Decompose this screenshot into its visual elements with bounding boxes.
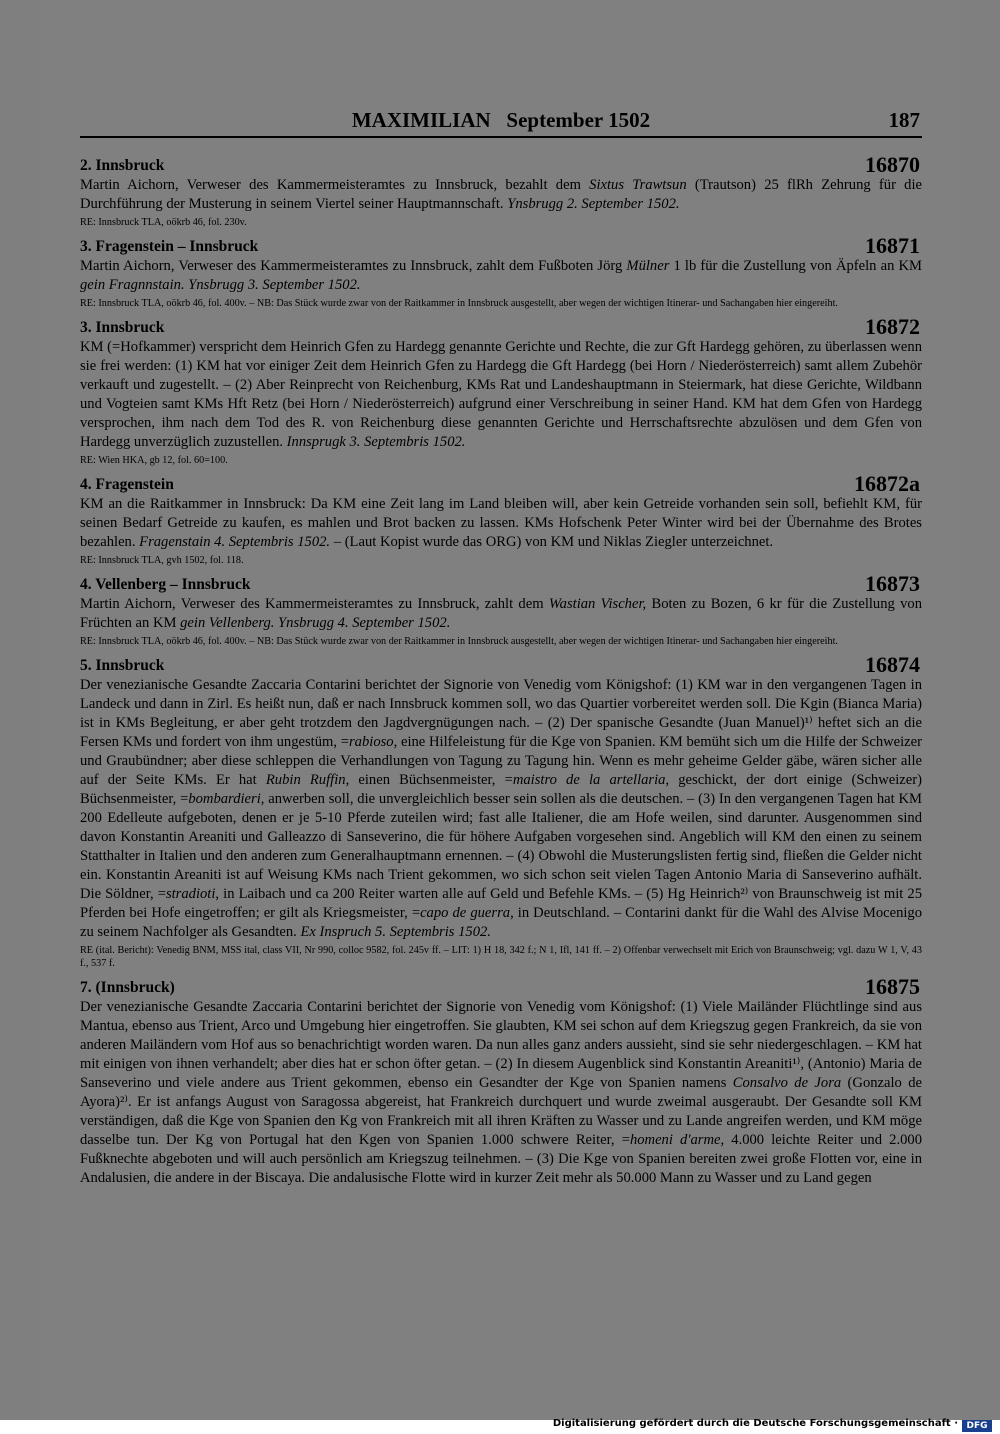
entry-text (80, 998, 922, 1188)
entry-heading (80, 573, 922, 595)
text-segment: einen Büchsenmeister, = (349, 772, 513, 788)
italic-quote: Rubin Ruffin, (265, 772, 350, 788)
italic-quote: Mülner (626, 258, 670, 274)
entry-source-note: RE: Innsbruck TLA, oökrb 46, fol. 400v. – NB: Das Stück wurde zwar von der Raitkammer in Innsbruck ausgestellt, aber wegen der wichtigen Itinerar- und Sachangaben hier eingereiht. (80, 298, 838, 309)
entry-date-place: 3. Innsbruck (80, 319, 165, 336)
entry-date-place: 4. Vellenberg – Innsbruck (80, 576, 251, 593)
text-segment: Boten zu Bozen, 6 kr für die Zustellung von Früchten an KM (80, 596, 923, 631)
entry-number: 16872a (854, 471, 920, 496)
dfg-logo: DFG (962, 1420, 992, 1432)
register-entry (80, 154, 922, 229)
text-segment: , in Deutschland. – Contarini dankt für die Wahl des Alvise Mocenigo zu seinem Nachfolger als Gesandten. (80, 905, 923, 940)
entry-source-note: RE: Innsbruck TLA, oökrb 46, fol. 400v. – NB: Das Stück wurde zwar von der Raitkammer in Innsbruck ausgestellt, aber wegen der wichtigen Itinerar- und Sachangaben hier eingereiht. (80, 636, 838, 647)
text-segment: Martin Aichorn, Verweser des Kammermeisteramtes zu Innsbruck, zahlt dem (80, 596, 549, 612)
entry-heading (80, 654, 922, 676)
entry-number: 16875 (865, 974, 920, 999)
running-header (80, 106, 922, 138)
italic-quote: Sixtus Trawtsun (589, 177, 687, 193)
register-entry (80, 316, 922, 467)
register-entry (80, 976, 922, 1188)
entry-heading (80, 154, 922, 176)
entry-date-place: 2. Innsbruck (80, 157, 165, 174)
entries-list (80, 154, 922, 1194)
entry-number: 16872 (865, 314, 920, 339)
entry-number: 16871 (865, 233, 920, 258)
italic-quote: Ex Inspruch 5. Septembris 1502. (300, 924, 491, 940)
italic-quote: Fragenstain 4. Septembris 1502. (139, 534, 331, 550)
italic-quote: Wastian Vischer, (548, 596, 647, 612)
italic-quote: Innsprugk 3. Septembris 1502. (286, 434, 466, 450)
text-segment: , geschickt, der dort einige (Schweizer) Büchsenmeister, = (80, 772, 922, 807)
footer-credit: Digitalisierung gefördert durch die Deutsche Forschungsgemeinschaft · (552, 1418, 958, 1429)
italic-quote: gein Fragnnstain. Ynsbrugg 3. September 1502. (80, 277, 361, 293)
entry-number: 16874 (865, 652, 920, 677)
register-entry (80, 235, 922, 310)
entry-source-note: RE: Innsbruck TLA, gvh 1502, fol. 118. (80, 555, 244, 566)
entry-text (80, 338, 922, 452)
italic-quote: bombardieri (188, 791, 261, 807)
page-number: 187 (888, 108, 920, 132)
italic-quote: gein Vellenberg. Ynsbrugg 4. September 1502. (180, 615, 451, 631)
entry-date-place: 7. (Innsbruck) (80, 979, 175, 996)
entry-date-place: 5. Innsbruck (80, 657, 165, 674)
text-segment: 1 lb für die Zustellung von Äpfeln an KM (669, 258, 922, 274)
text-segment: Martin Aichorn, Verweser des Kammermeisteramtes zu Innsbruck, bezahlt dem (80, 177, 590, 193)
entry-text (80, 676, 922, 942)
italic-quote: capo de guerra (420, 905, 511, 921)
italic-quote: Consalvo de Jora (732, 1075, 842, 1091)
text-segment: (Gonzalo de Ayora)²⁾. Er ist anfangs August von Saragossa abgereist, hat Frankreich durchquert und wurde zweimal ausgeraubt. Der Gesandte soll KM verständigen, daß die Kge von Spanien den Kg von Frankreich mit all ihren Kräften zu Wasser und zu Lande angreifen werden, und KM möge dasselbe tun. Der Kg von Portugal hat den Kgen von Spanien 1.000 schwere Reiter, = (80, 1075, 922, 1148)
text-segment: Der venezianische Gesandte Zaccaria Contarini berichtet der Signorie von Venedig vom Königshof: (1) KM war in den vergangenen Tagen in Landeck und dann in Zirl. Es heißt nun, daß er nach Innsbruck kommen soll, wo das Quartier vorbereitet werden soll. Die Kgin (Bianca Maria) ist in KMs Begleitung, er aber geht trotzdem den Jagdvergnügungen nach. – (2) Der spanische Gesandte (Juan Manuel)¹⁾ heftet sich an die Fersen KMs und fordert von ihm ungestüm, = (80, 677, 922, 750)
text-segment: , 4.000 leichte Reiter und 2.000 Fußknechte abgeboten und will auch persönlich am Kriegszug teilnehmen. – (3) Die Kge von Spanien bereiten zwei große Flotten vor, eine in Andalusien, die andere in der Biscaya. Die andalusische Flotte wird in kurzer Zeit mehr als 50.000 Mann zu Wasser und zu Land gegen (80, 1132, 922, 1186)
italic-quote: Ynsbrugg 2. September 1502. (507, 196, 680, 212)
italic-quote: maistro de la artellaria (512, 772, 666, 788)
entry-heading (80, 235, 922, 257)
text-segment: , eine Hilfeleistung für die Kge von Spanien. KM bemüht sich um die Hilfe der Schweizer und Graubündner; aber diese schleppen die Verhandlungen von Tagung zu Tagung hin. Wenn es mehr geheime Gelder gäbe, wären sicher alle auf der Seite KMs. Er hat (80, 734, 923, 788)
entry-text (80, 595, 922, 633)
text-segment: (Trautson) 25 flRh Zehrung für die Durchführung der Musterung in seinem Viertel seiner Hauptmannschaft. (80, 177, 922, 212)
entry-source-note: RE (ital. Bericht): Venedig BNM, MSS ital, class VII, Nr 990, colloc 9582, fol. 245v ff. – LIT: 1) H 18, 342 f.; N 1, Ifl, 141 ff. – 2) Offenbar verwechselt mit Erich von Braunschweig; vgl. dazu W 1, V, 43 f., 537 f. (80, 945, 922, 969)
register-entry (80, 473, 922, 567)
entry-source-note: RE: Wien HKA, gb 12, fol. 60=100. (80, 455, 228, 466)
italic-quote: stradioti (165, 886, 216, 902)
entry-date-place: 3. Fragenstein – Innsbruck (80, 238, 259, 255)
entry-heading (80, 473, 922, 495)
header-title: MAXIMILIAN September 1502 (351, 108, 651, 132)
text-segment: KM an die Raitkammer in Innsbruck: Da KM eine Zeit lang im Land bleiben will, aber kein Getreide vorhanden sein soll, befiehlt KM, für seinen Bedarf Getreide zu kaufen, es mahlen und Brot backen zu lassen. KMs Hofschenk Peter Winter wird bei der Übernahme des Brotes bezahlen. (80, 496, 922, 550)
italic-quote: rabioso (349, 734, 394, 750)
register-entry (80, 654, 922, 970)
entry-heading (80, 316, 922, 338)
entry-source-note: RE: Innsbruck TLA, oökrb 46, fol. 230v. (80, 217, 247, 228)
entry-heading (80, 976, 922, 998)
text-segment: , in Laibach und ca 200 Reiter warten alle auf Geld und Befehle KMs. – (5) Hg Heinrich²⁾ von Braunschweig ist mit 25 Pferden bei Hofe eingetroffen; er gilt als Kriegsmeister, = (80, 886, 922, 921)
text-segment: Martin Aichorn, Verweser des Kammermeisteramtes zu Innsbruck, zahlt dem Fußboten Jörg (80, 258, 627, 274)
entry-date-place: 4. Fragenstein (80, 476, 174, 493)
entry-number: 16873 (865, 571, 920, 596)
register-entry (80, 573, 922, 648)
entry-text (80, 176, 922, 214)
italic-quote: homeni d'arme (629, 1132, 721, 1148)
text-segment: , anwerben soll, die unvergleichlich besser sein sollen als die deutschen. – (3) In den vergangenen Tagen hat KM 200 Edelleute aufgeboten, denen er je 5-10 Pferde zuteilen wird; fast alle Italiener, die am Hofe weilen, sind darunter. Ausgenommen sind davon Konstantin Areaniti und Galleazzo di Sanseverino, die für höhere Aufgaben vorgesehen sind. Angeblich will KM den einen zu seinem Statthalter in Italien und den anderen zum Generalhauptmann ernennen. – (4) Obwohl die Musterungslisten fertig sind, fließen die Gelder nicht ein. Konstantin Areaniti ist auf Weisung KMs nach Trient gekommen, wo sich schon seit vielen Tagen Antonio Maria di Sanseverino aufhält. Die Söldner, = (80, 791, 923, 902)
footer-bar (0, 1420, 1000, 1434)
text-segment: – (Laut Kopist wurde das ORG) von KM und Niklas Ziegler unterzeichnet. (330, 534, 774, 550)
entry-number: 16870 (865, 152, 920, 177)
entry-text (80, 495, 922, 552)
text-segment: Der venezianische Gesandte Zaccaria Contarini berichtet der Signorie von Venedig vom Königshof: (1) Viele Mailänder Flüchtlinge sind aus Mantua, ebenso aus Trient, Arco und Umgebung hier eingetroffen. Sie glaubten, KM sei schon auf dem Kriegszug gegen Frankreich, da sie von anderen Mailändern vom Hof aus so benachrichtigt worden waren. Da nun alles ganz anders aussieht, sind sie sehr niedergeschlagen. – KM hat mit einigen von ihnen verhandelt; aber dies hat er schon öfter getan. – (2) In diesem Augenblick sind Konstantin Areaniti¹⁾, (Antonio) Maria de Sanseverino und viele andere aus Trient gekommen, ebenso ein Gesandter der Kge von Spanien namens (80, 999, 922, 1091)
text-segment: KM (=Hofkammer) verspricht dem Heinrich Gfen zu Hardegg genannte Gerichte und Rechte, die zur Gft Hardegg gehören, zu überlassen wenn sie frei werden: (1) KM hat vor einiger Zeit dem Heinrich Gfen zu Hardegg die Gft Hardegg (bei Horn / Niederösterreich) samt allem Zubehör verkauft und zugestellt. – (2) Aber Reinprecht von Reichenburg, KMs Rat und Landeshauptmann in Steiermark, hat diese Gerichte, Wildbann und Vogteien samt KMs Hft Retz (bei Horn / Niederösterreich) aufgrund einer Verschreibung in seiner Hand. KM hat dem Gfen von Hardegg versprochen, ihm nach dem Tod des R. von Reichenburg diese genannten Gerichte und Herrschaftsrechte abzulösen und dem Gfen von Hardegg unverzüglich zuzustellen. (80, 339, 922, 450)
entry-text (80, 257, 922, 295)
